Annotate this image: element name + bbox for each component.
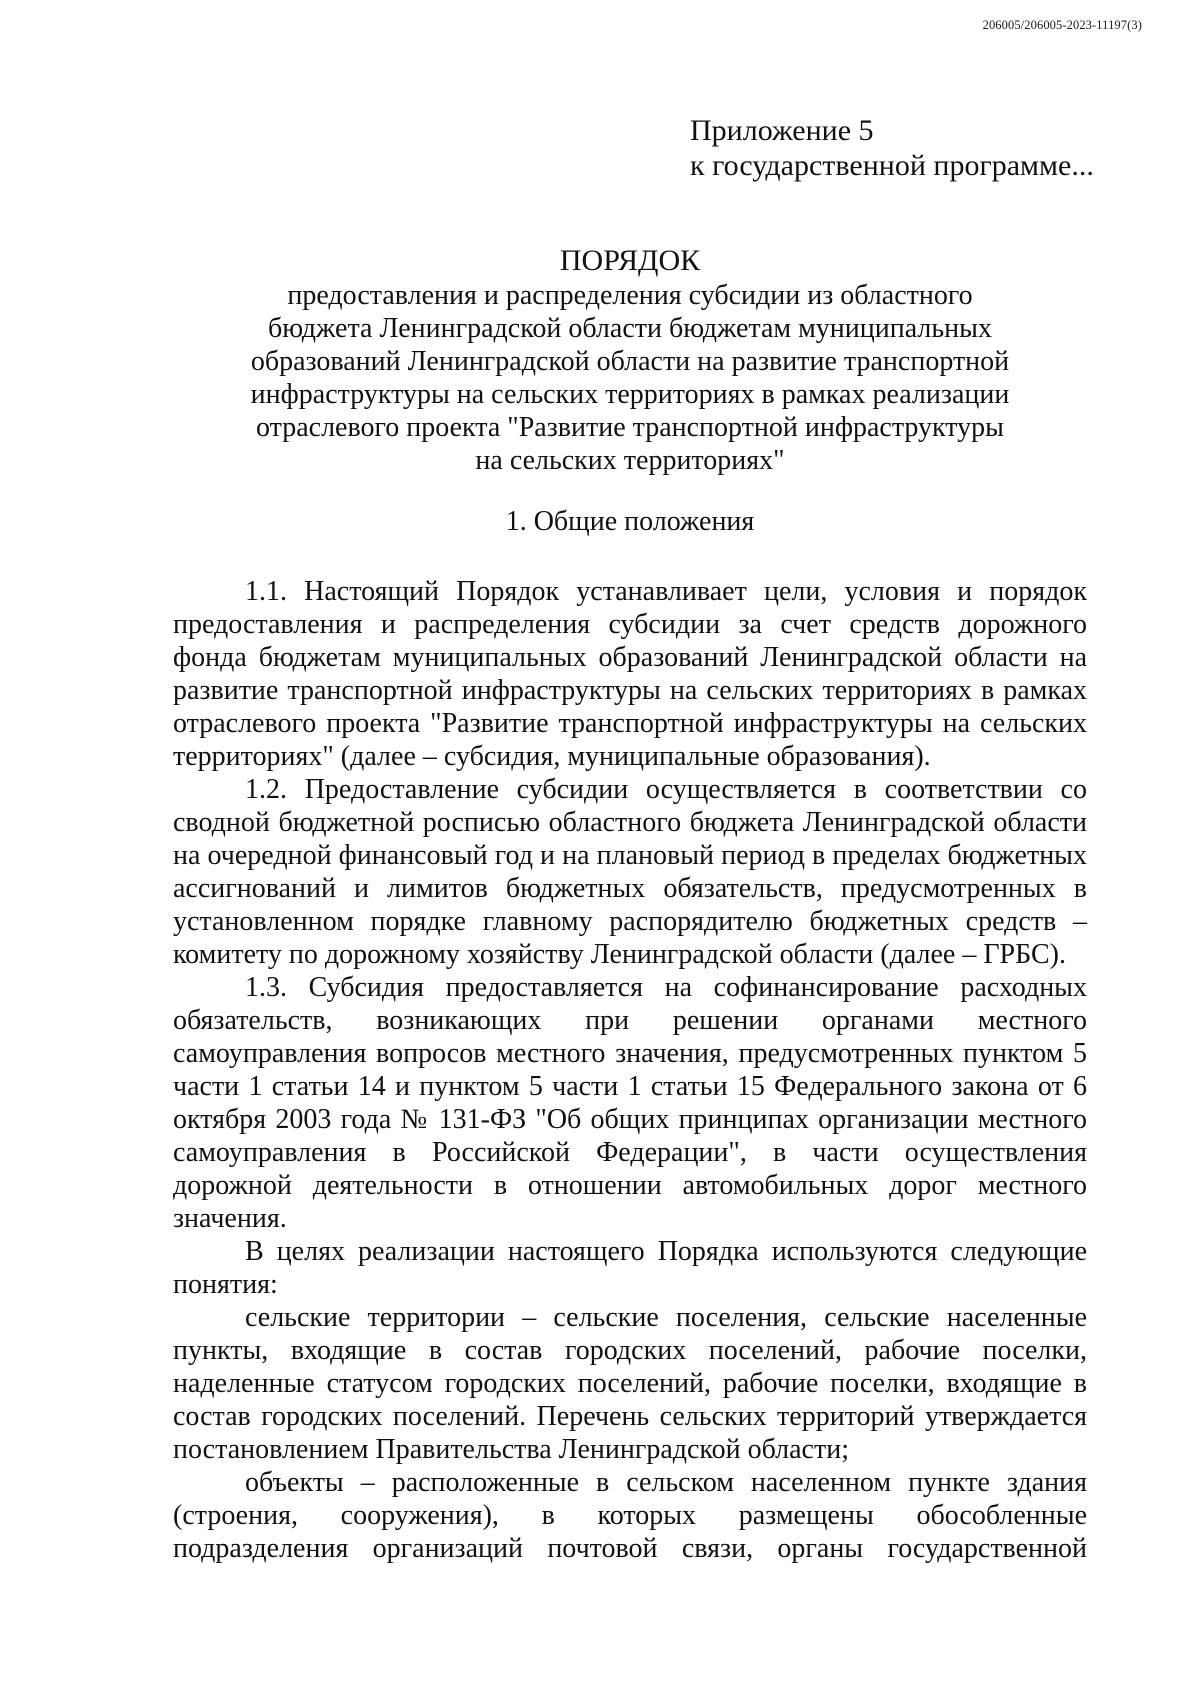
paragraph-1-3: 1.3. Субсидия предоставляется на софинансирование расходных обязательств, возникающих при решении органами местного самоуправления вопросов местного значения, предусмотренных пунктом 5 части 1 статьи 14 и пунктом 5 части 1 статьи 15 Федерального закона от 6 октября 2003 года № 131-ФЗ "Об общих принципах организации местного самоуправления в Российской Федерации", в части осуществления дорожной деятельности в отношении автомобильных дорог местного значения. <box>173 972 1087 1234</box>
document-body <box>173 575 1087 1565</box>
appendix-number: Приложение 5 <box>690 114 874 147</box>
paragraph-definition-objects: объекты – расположенные в сельском населенном пункте здания (строения, сооружения), в которых размещены обособленные подразделения организаций почтовой связи, органы государственной <box>173 1467 1087 1564</box>
document-title: ПОРЯДОК <box>559 244 701 277</box>
paragraph-1-2: 1.2. Предоставление субсидии осуществляется в соответствии со сводной бюджетной росписью областного бюджета Ленинградской области на очередной финансовый год и на плановый период в пределах бюджетных ассигнований и лимитов бюджетных обязательств, предусмотренных в установленном порядке главному распорядителю бюджетных средств – комитету по дорожному хозяйству Ленинградской области (далее – ГРБС). <box>173 774 1087 970</box>
paragraph-1-1: 1.1. Настоящий Порядок устанавливает цели, условия и порядок предоставления и распределения субсидии за счет средств дорожного фонда бюджетам муниципальных образований Ленинградской области на развитие транспортной инфраструктуры на сельских территориях в рамках отраслевого проекта "Развитие транспортной инфраструктуры на сельских территориях" (далее – субсидия, муниципальные образования). <box>173 576 1087 772</box>
document-subtitle-line: инфраструктуры на сельских территориях в рамках реализации <box>250 379 1010 410</box>
paragraph-definitions-intro: В целях реализации настоящего Порядка используются следующие понятия: <box>173 1236 1087 1300</box>
appendix-reference <box>690 113 1094 183</box>
appendix-program-reference: к государственной программе... <box>690 149 1094 182</box>
document-title-block <box>173 243 1087 477</box>
section-heading: 1. Общие положения <box>505 506 755 537</box>
document-subtitle-line: на сельских территориях" <box>475 445 785 476</box>
document-subtitle-line: отраслевого проекта "Развитие транспортной инфраструктуры <box>256 412 1004 443</box>
paragraph-definition-rural-territories: сельские территории – сельские поселения, сельские населенные пункты, входящие в состав городских поселений, рабочие поселки, наделенные статусом городских поселений, рабочие поселки, входящие в состав городских поселений. Перечень сельских территорий утверждается постановлением Правительства Ленинградской области; <box>173 1302 1087 1465</box>
document-registration-number: 206005/206005-2023-11197(3) <box>982 18 1142 32</box>
document-subtitle-line: образований Ленинградской области на развитие транспортной <box>250 346 1010 377</box>
document-subtitle-line: бюджета Ленинградской области бюджетам муниципальных <box>268 313 992 344</box>
document-subtitle-line: предоставления и распределения субсидии из областного <box>287 280 973 311</box>
